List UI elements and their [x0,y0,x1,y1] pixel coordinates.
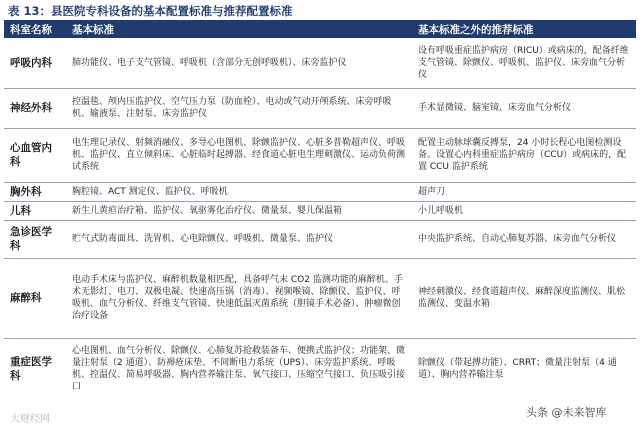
dept-cell: 重症医学科 [10,356,52,383]
table-row [4,182,636,201]
basic-cell: 肺功能仪、电子支气管镜、呼吸机（含部分无创呼吸机）、床旁监护仪 [66,38,412,88]
dept-cell: 麻醉科 [4,258,66,338]
dept-cell: 呼吸内科 [4,38,66,88]
table-row [4,338,636,400]
table-row [4,258,636,338]
table-title: 表 13：县医院专科设备的基本配置标准与推荐配置标准 [8,4,293,18]
basic-cell: 胸腔镜、ACT 测定仪、监护仪、呼吸机 [66,182,412,201]
table-row [4,201,636,220]
table-row [4,128,636,182]
basic-cell: 心电图机、血气分析仪、除颤仪、心肺复苏抢救装备车、便携式监护仪；功能架、微量注射泵（2 通道）、防褥疮床垫、不间断电力系统（UPS）、床旁监护系统、呼吸机、控温仪、简易呼吸器、胸内营养输注泵、氧气接口、压缩空气接口、负压吸引接口 [72,346,406,393]
recommended-cell: 除颤仪（带起搏功能）、CRRT；微量注射泵（4 通道）、胸内营养输注泵 [418,358,617,381]
dept-cell: 神经外科 [4,88,66,128]
header-recommended: 基本标准之外的推荐标准 [412,20,636,38]
table-row [4,38,636,88]
basic-cell: 贮气式防毒面具、洗胃机、心电除颤仪、呼吸机、微量泵、监护仪 [66,220,412,258]
recommended-cell: 设有呼吸重症监护病房（RICU）或病床的，配备纤维支气管镜、除颤仪、呼吸机、监护仪、床旁血气分析仪 [412,38,636,88]
recommended-cell: 超声刀 [412,182,636,201]
recommended-cell: 中央监护系统、自动心肺复苏器、床旁血气分析仪 [412,220,636,258]
recommended-cell: 手术显微镜、脑室镜、床旁血气分析仪 [412,88,636,128]
recommended-cell: 配置主动脉球囊反搏泵，24 小时长程心电图检测设备。设置心内科重症监护病房（CCU）或病床的，配置 CCU 监护系统 [412,128,636,182]
watermark-left: 大财经网 [10,414,50,425]
watermark-right: 头条 @未来智库 [526,406,607,419]
basic-cell: 新生儿黄疸治疗箱、监护仪、氧驱雾化治疗仪、微量泵、婴儿保温箱 [66,201,412,220]
dept-cell: 心血管内科 [4,128,66,182]
table-row [4,88,636,128]
recommended-cell: 小儿呼吸机 [412,201,636,220]
dept-cell: 胸外科 [4,182,66,201]
dept-cell: 急诊医学科 [4,220,66,258]
basic-cell: 控温毯、颅内压监护仪、空气压力泵（防血栓）、电动或气动开颅系统、床旁呼吸机、输液泵、注射泵、床旁监护仪 [66,88,412,128]
header-basic: 基本标准 [66,20,412,38]
basic-cell: 电生理记录仪、射频消融仪、多导心电图机、除颤监护仪、心脏多普勒超声仪、呼吸机、监护仪、直立倾斜床、心脏临时起搏器、经食道心脏电生理刺激仪、运动负荷测试系统 [66,128,412,182]
table-row [4,220,636,258]
dept-cell: 儿科 [4,201,66,220]
equipment-standards-table [4,20,636,400]
recommended-cell: 神经刺激仪、经食道超声仪、麻醉深度监测仪、肌松监测仪、变温水箱 [412,258,636,338]
table-header-row [4,20,636,38]
header-dept: 科室名称 [4,20,66,38]
basic-cell: 电动手术床与监护仪、麻醉机数量相匹配，具备呼气末 CO2 监测功能的麻醉机、手术无影灯、电刀、双极电凝、快速高压锅（消毒）、视频喉镜、除颤仪、监护仪、呼吸机、血气分析仪、纤维支气管镜、快速低温灭菌系统（胆镜手术必备）、肿瘤微创治疗设备 [66,258,412,338]
